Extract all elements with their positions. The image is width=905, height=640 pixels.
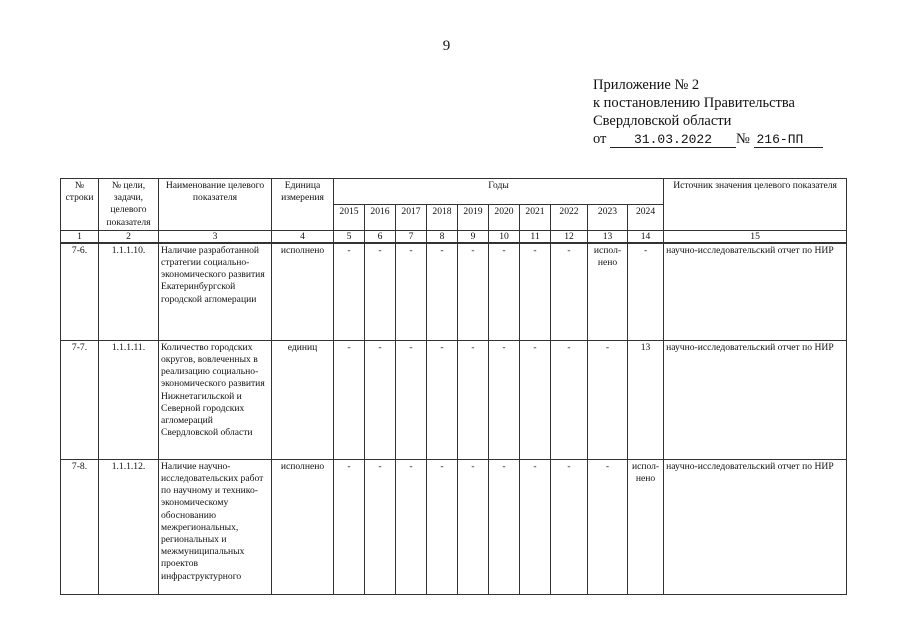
column-number: 8 — [427, 230, 458, 243]
source-cell: научно-исследовательский отчет по НИР — [664, 243, 847, 341]
column-number-row — [61, 230, 847, 243]
row-number: 7-8. — [61, 459, 99, 594]
column-number: 2 — [99, 230, 159, 243]
year-value: - — [489, 459, 520, 594]
header-goal-no: № цели, задачи, целевого показателя — [99, 179, 159, 231]
appendix-title: Приложение № 2 — [593, 77, 700, 93]
indicator-name: Наличие разработанной стратегии социально-экономического развития Екатеринбургской городской агломерации — [159, 243, 272, 341]
year-value: - — [458, 340, 489, 459]
column-number: 12 — [551, 230, 588, 243]
year-value: 13 — [628, 340, 664, 459]
unit-cell: единиц — [272, 340, 334, 459]
year-value: - — [334, 459, 365, 594]
table-row — [61, 459, 847, 594]
year-header: 2024 — [628, 204, 664, 230]
column-number: 13 — [588, 230, 628, 243]
year-value: - — [396, 340, 427, 459]
column-number: 7 — [396, 230, 427, 243]
column-number: 9 — [458, 230, 489, 243]
column-number: 1 — [61, 230, 99, 243]
year-header: 2018 — [427, 204, 458, 230]
year-value: - — [489, 243, 520, 341]
year-header: 2019 — [458, 204, 489, 230]
year-value: - — [520, 459, 551, 594]
goal-number: 1.1.1.12. — [99, 459, 159, 594]
column-number: 15 — [664, 230, 847, 243]
year-header: 2020 — [489, 204, 520, 230]
year-value: - — [396, 243, 427, 341]
source-cell: научно-исследовательский отчет по НИР — [664, 459, 847, 594]
year-value: - — [365, 243, 396, 341]
row-number: 7-7. — [61, 340, 99, 459]
year-value: - — [365, 340, 396, 459]
year-header: 2023 — [588, 204, 628, 230]
year-header: 2022 — [551, 204, 588, 230]
appendix-date-line — [593, 130, 823, 148]
year-value: испол-нено — [628, 459, 664, 594]
header-row — [61, 179, 847, 205]
year-header: 2017 — [396, 204, 427, 230]
from-label: от — [593, 131, 607, 147]
header-indicator-name: Наименование целевого показателя — [159, 179, 272, 231]
table-row — [61, 243, 847, 341]
year-header: 2015 — [334, 204, 365, 230]
indicator-name: Количество городских округов, вовлеченных в реализацию социально-экономического развития Нижнетагильской и Северной городских агломераций Свердловской области — [159, 340, 272, 459]
unit-cell: исполнено — [272, 243, 334, 341]
number-label: № — [736, 131, 750, 147]
page-number: 9 — [442, 38, 451, 54]
year-value: - — [458, 459, 489, 594]
decree-date: 31.03.2022 — [610, 133, 736, 148]
appendix-stamp — [593, 76, 823, 148]
year-header: 2016 — [365, 204, 396, 230]
year-value: - — [628, 243, 664, 341]
year-value: - — [551, 340, 588, 459]
year-value: - — [365, 459, 396, 594]
year-value: - — [427, 459, 458, 594]
column-number: 4 — [272, 230, 334, 243]
column-number: 14 — [628, 230, 664, 243]
year-value: - — [458, 243, 489, 341]
appendix-region: Свердловской области — [593, 113, 732, 129]
indicators-table — [60, 178, 847, 595]
column-number: 3 — [159, 230, 272, 243]
header-unit: Единица измерения — [272, 179, 334, 231]
appendix-decree: к постановлению Правительства — [593, 95, 795, 111]
decree-number: 216-ПП — [754, 133, 823, 148]
table-row — [61, 340, 847, 459]
year-value: - — [588, 340, 628, 459]
header-source: Источник значения целевого показателя — [664, 179, 847, 231]
indicator-name: Наличие научно-исследовательских работ по научному и технико-экономическому обоснованию межрегиональных, региональных и межмуниципальных проектов инфраструктурного — [159, 459, 272, 594]
year-value: - — [520, 243, 551, 341]
year-value: - — [396, 459, 427, 594]
column-number: 5 — [334, 230, 365, 243]
year-value: испол-нено — [588, 243, 628, 341]
column-number: 11 — [520, 230, 551, 243]
year-value: - — [334, 243, 365, 341]
column-number: 10 — [489, 230, 520, 243]
goal-number: 1.1.1.11. — [99, 340, 159, 459]
year-value: - — [551, 459, 588, 594]
year-value: - — [427, 340, 458, 459]
year-value: - — [588, 459, 628, 594]
header-years: Годы — [334, 179, 664, 205]
year-value: - — [551, 243, 588, 341]
goal-number: 1.1.1.10. — [99, 243, 159, 341]
year-value: - — [489, 340, 520, 459]
source-cell: научно-исследовательский отчет по НИР — [664, 340, 847, 459]
year-value: - — [520, 340, 551, 459]
year-value: - — [334, 340, 365, 459]
column-number: 6 — [365, 230, 396, 243]
year-header: 2021 — [520, 204, 551, 230]
header-row-no: № строки — [61, 179, 99, 231]
unit-cell: исполнено — [272, 459, 334, 594]
year-value: - — [427, 243, 458, 341]
row-number: 7-6. — [61, 243, 99, 341]
